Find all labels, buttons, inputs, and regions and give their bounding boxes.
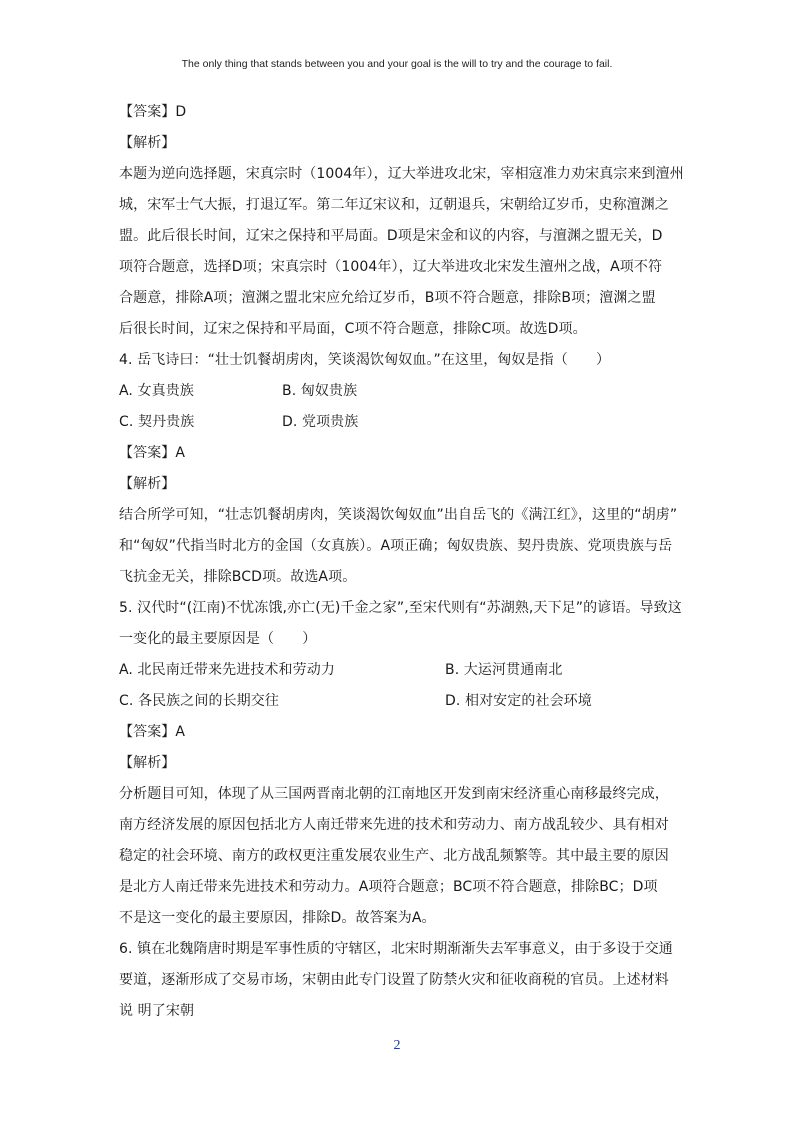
q6-stem xyxy=(119,934,675,1027)
q4-option-a: A. 女真贵族 xyxy=(119,383,194,399)
q4-analysis-label: 【解析】 xyxy=(119,476,176,492)
q3-analysis-line: 城，宋军士气大振，打退辽军。第二年辽宋议和，辽朝退兵，宋朝给辽岁币，史称澶渊之 xyxy=(119,197,669,213)
q6-stem-line: 6. 镇在北魏隋唐时期是军事性质的守辖区，北宋时期渐渐失去军事意义，由于多设于交通 xyxy=(119,941,673,957)
q4-option-d: D. 党项贵族 xyxy=(282,414,359,430)
q6-stem-line: 说 明了宋朝 xyxy=(119,1003,195,1019)
q4-option-b: B. 匈奴贵族 xyxy=(282,383,358,399)
q4-analysis-line: 和“匈奴”代指当时北方的金国（女真族）。A项正确；匈奴贵族、契丹贵族、党项贵族与岳 xyxy=(119,538,673,554)
q5-answer: 【答案】A xyxy=(119,724,186,740)
header-quote: The only thing that stands between you and your goal is the will to try and the courage to fail. xyxy=(181,58,613,70)
q3-analysis-line: 后很长时间，辽宋之保持和平局面，C项不符合题意，排除C项。故选D项。 xyxy=(119,321,587,337)
q4-answer: 【答案】A xyxy=(119,445,186,461)
q4-options-row xyxy=(119,407,675,438)
q3-analysis-line: 盟。此后很长时间，辽宋之保持和平局面。D项是宋金和议的内容，与澶渊之盟无关，D xyxy=(119,228,663,244)
q5-analysis-line: 分析题目可知，体现了从三国两晋南北朝的江南地区开发到南宋经济重心南移最终完成， xyxy=(119,786,669,802)
q4-analysis xyxy=(119,500,678,593)
q4-options-row xyxy=(119,376,675,407)
q5-analysis-label: 【解析】 xyxy=(119,755,176,771)
page-number: 2 xyxy=(393,1038,401,1053)
q5-option-d: D. 相对安定的社会环境 xyxy=(445,693,592,709)
q5-stem-line: 5. 汉代时“(江南)不忧冻饿,亦亡(无)千金之家”,至宋代则有“苏湖熟,天下足”的谚语。导致这 xyxy=(119,600,682,616)
q3-answer: 【答案】D xyxy=(119,104,187,120)
q3-analysis-line: 项符合题意，选择D项；宋真宗时（1004年），辽大举进攻北宋发生澶州之战，A项不符 xyxy=(119,259,663,275)
q3-analysis xyxy=(119,159,684,345)
q5-stem-line: 一变化的最主要原因是（ ） xyxy=(119,631,317,647)
q4-analysis-line: 飞抗金无关，排除BCD项。故选A项。 xyxy=(119,569,357,585)
q5-analysis-line: 是北方人南迁带来先进技术和劳动力。A项符合题意；BC项不符合题意，排除BC；D项 xyxy=(119,879,658,895)
q3-analysis-line: 合题意，排除A项；澶渊之盟北宋应允给辽岁币，B项不符合题意，排除B项；澶渊之盟 xyxy=(119,290,656,306)
q5-options-row xyxy=(119,655,675,686)
q5-option-b: B. 大运河贯通南北 xyxy=(445,662,563,678)
q5-analysis-line: 稳定的社会环境、南方的政权更注重发展农业生产、北方战乱频繁等。其中最主要的原因 xyxy=(119,848,669,864)
q5-analysis-line: 不是这一变化的最主要原因，排除D。故答案为A。 xyxy=(119,910,436,926)
q5-options-row xyxy=(119,686,675,717)
q5-option-c: C. 各民族之间的长期交往 xyxy=(119,693,279,709)
document-body xyxy=(119,97,684,1027)
q5-stem xyxy=(119,593,682,655)
q3-analysis-label: 【解析】 xyxy=(119,135,176,151)
q5-analysis xyxy=(119,779,675,934)
q6-stem-line: 要道，逐渐形成了交易市场，宋朝由此专门设置了防禁火灾和征收商税的官员。上述材料 xyxy=(119,972,669,988)
q4-analysis-line: 结合所学可知，“壮志饥餐胡虏肉，笑谈渴饮匈奴血”出自岳飞的《满江红》，这里的“胡虏” xyxy=(119,507,678,523)
q3-analysis-line: 本题为逆向选择题，宋真宗时（1004年），辽大举进攻北宋，宰相寇准力劝宋真宗来到澶州 xyxy=(119,166,684,182)
q4-option-c: C. 契丹贵族 xyxy=(119,414,195,430)
q5-analysis-line: 南方经济发展的原因包括北方人南迁带来先进的技术和劳动力、南方战乱较少、具有相对 xyxy=(119,817,669,833)
q5-option-a: A. 北民南迁带来先进技术和劳动力 xyxy=(119,662,335,678)
q4-stem: 4. 岳飞诗曰：“壮士饥餐胡虏肉，笑谈渴饮匈奴血。”在这里，匈奴是指（ ） xyxy=(119,352,611,368)
